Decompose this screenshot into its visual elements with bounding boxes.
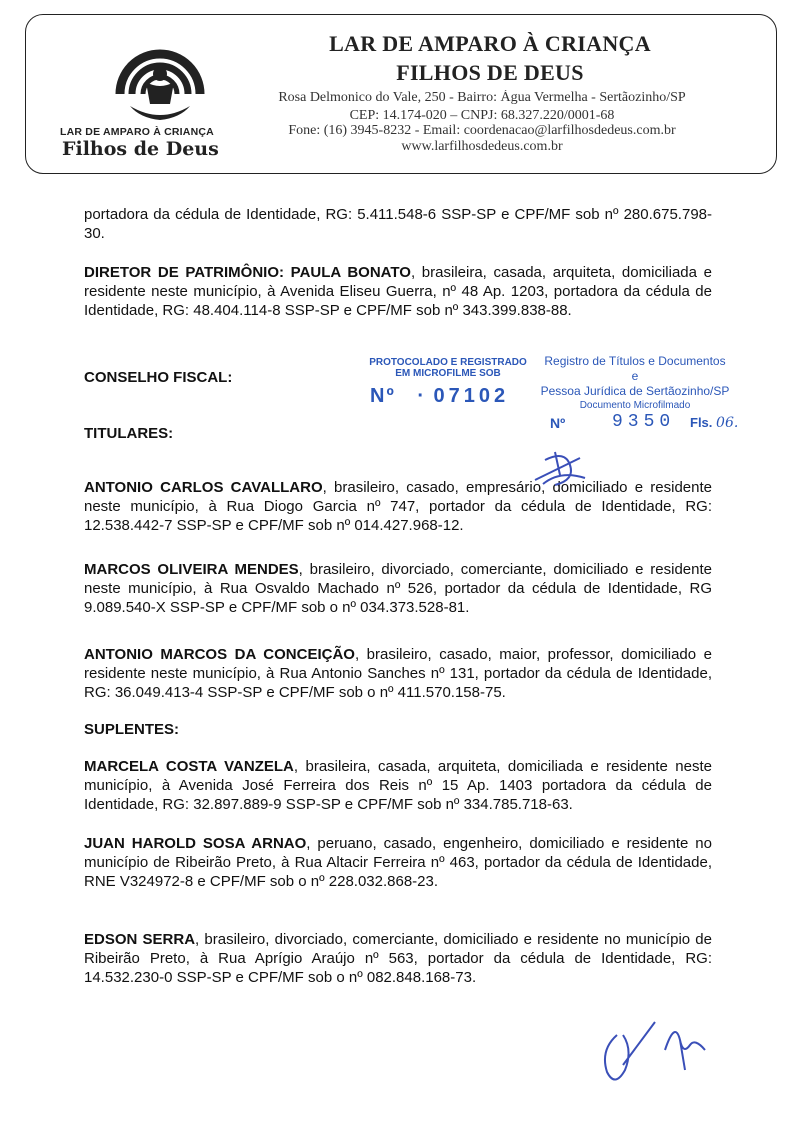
paragraph-text: , brasileira, casada, arquiteta, domiciliada e residente neste município, à Avenida José Ferreira dos Reis nº 15 Ap. 1403 portadora da cédula de Identidade, RG: 32.897.889-9 SSP-SP e CPF/MF sob nº 334.785.718-63. bbox=[84, 758, 712, 813]
stamp-line: PROTOCOLADO E REGISTRADO bbox=[369, 357, 527, 368]
children-hands-logo-icon bbox=[110, 34, 210, 124]
person-name: DIRETOR DE PATRIMÔNIO: PAULA BONATO bbox=[84, 264, 411, 281]
paragraph-text: , brasileiro, casado, maior, professor, domiciliado e residente neste município, à Rua Antonio Sanches nº 131, portador da cédula de Identidade, RG: 36.049.413-4 SSP-SP e CPF/MF sob o nº 411.570.158-75. bbox=[84, 646, 712, 701]
stamp-number-value: 07102 bbox=[433, 385, 510, 407]
stamp-line: Pessoa Jurídica de Sertãozinho/SP bbox=[540, 384, 730, 398]
handwritten-signature bbox=[595, 1010, 725, 1090]
person-name: JUAN HAROLD SOSA ARNAO bbox=[84, 835, 307, 852]
registry-stamp bbox=[540, 354, 739, 432]
organization-logo bbox=[60, 34, 220, 164]
paragraph-text: , brasileiro, divorciado, comerciante, domiciliado e residente no município de Ribeirão Preto, à Rua Aprígio Araújo nº 563, portador da cédula de Identidade, RG: 14.532.230-0 SSP-SP e CPF/MF sob o nº 082.848.168-73. bbox=[84, 931, 712, 986]
paragraph-titular-3 bbox=[84, 645, 712, 702]
logo-caption-line2: Filhos de Deus bbox=[62, 138, 219, 160]
stamp-line: Documento Microfilmado bbox=[579, 400, 691, 411]
stamp-number: Nº · 07102 bbox=[370, 385, 510, 407]
paragraph-continuation bbox=[84, 205, 712, 243]
cep-cnpj-line: CEP: 14.174-020 – CNPJ: 68.327.220/0001-68 bbox=[349, 108, 615, 123]
paragraph-suplente-1 bbox=[84, 757, 712, 814]
stamp-line: EM MICROFILME SOB bbox=[395, 368, 501, 379]
paragraph-text: , brasileiro, divorciado, comerciante, domiciliado e residente neste município, à Rua Osvaldo Machado nº 526, portador da cédula de Identidade, RG 9.089.540-X SSP-SP e CPF/MF sob o nº 034.373.528-81. bbox=[84, 561, 712, 616]
stamp-number-label: Nº bbox=[550, 415, 566, 431]
person-name: MARCOS OLIVEIRA MENDES bbox=[84, 561, 299, 578]
paragraph-suplente-3 bbox=[84, 930, 712, 987]
paragraph-titular-2 bbox=[84, 560, 712, 617]
website-line: www.larfilhosdedeus.com.br bbox=[401, 139, 563, 154]
organization-name-line1: LAR DE AMPARO À CRIANÇA bbox=[329, 31, 651, 56]
stamp-number-value: 9350 bbox=[612, 412, 676, 432]
section-label-conselho-fiscal: CONSELHO FISCAL: bbox=[84, 369, 233, 386]
paragraph-text: , brasileiro, casado, empresário, domiciliado e residente neste município, à Rua Diogo Garcia nº 747, portador da cédula de Identidade, RG: 12.538.442-7 SSP-SP e CPF/MF sob nº 014.427.968-12. bbox=[84, 479, 713, 534]
section-label-titulares: TITULARES: bbox=[84, 425, 174, 442]
folio-label: Fls. 06. bbox=[690, 415, 739, 431]
paragraph-text: portadora da cédula de Identidade, RG: 5.411.548-6 SSP-SP e CPF/MF sob nº 280.675.798-30. bbox=[84, 206, 712, 242]
paragraph-text: , peruano, casado, engenheiro, domiciliado e residente no município de Ribeirão Preto, à Rua Altacir Ferreira nº 463, portador da cédula de Identidade, RNE V324972-8 e CPF/MF sob o nº 228.032.868-23. bbox=[84, 835, 712, 890]
phone-email-line: Fone: (16) 3945-8232 - Email: coordenacao@larfilhosdedeus.com.br bbox=[288, 123, 676, 138]
paragraph-suplente-2 bbox=[84, 834, 712, 891]
section-label-suplentes: SUPLENTES: bbox=[84, 721, 180, 738]
person-name: EDSON SERRA bbox=[84, 931, 196, 948]
protocol-stamp bbox=[358, 357, 538, 408]
stamp-line: Registro de Títulos e Documentos e bbox=[544, 354, 726, 383]
logo-caption-line1: LAR DE AMPARO À CRIANÇA bbox=[60, 126, 214, 138]
folio-value: 06. bbox=[716, 415, 739, 431]
paragraph-text: , brasileira, casada, arquiteta, domiciliada e residente neste município, à Avenida Eliseu Guerra, nº 48 Ap. 1203, portadora da cédula de Identidade, RG: 48.404.114-8 SSP-SP e CPF/MF sob nº 343.399.838-88. bbox=[84, 264, 712, 319]
paragraph-titular-1 bbox=[84, 478, 712, 535]
paragraph-diretor-patrimonio bbox=[84, 263, 712, 320]
person-name: ANTONIO CARLOS CAVALLARO bbox=[84, 479, 323, 496]
person-name: ANTONIO MARCOS DA CONCEIÇÃO bbox=[84, 646, 355, 663]
person-name: MARCELA COSTA VANZELA bbox=[84, 758, 294, 775]
stamp-number-label: Nº bbox=[370, 385, 396, 407]
organization-name-line2: FILHOS DE DEUS bbox=[396, 60, 584, 85]
address-line: Rosa Delmonico do Vale, 250 - Bairro: Água Vermelha - Sertãozinho/SP bbox=[278, 90, 686, 105]
rubric-signature-mark bbox=[525, 440, 595, 490]
